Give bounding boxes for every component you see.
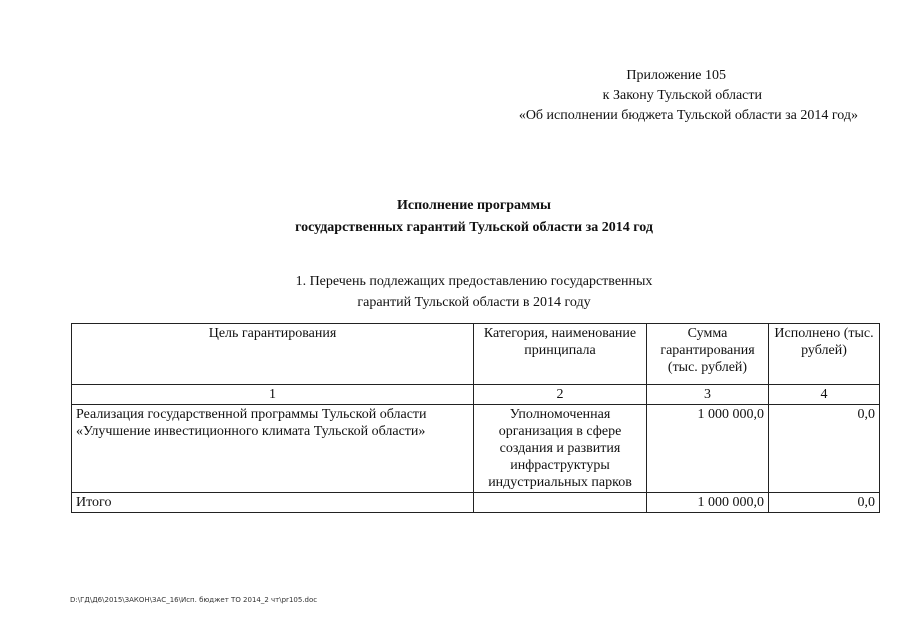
- table-row: [72, 405, 880, 493]
- section-heading: [0, 271, 905, 313]
- appendix-number: Приложение 105: [626, 68, 726, 83]
- total-amount: 1 000 000,0: [647, 493, 769, 513]
- total-label: Итого: [72, 493, 474, 513]
- appendix-law-reference: к Закону Тульской области: [602, 88, 762, 103]
- document-title-line-1: Исполнение программы: [397, 198, 551, 213]
- file-path-footer: D:\ГД\Д6\2015\ЗАКОН\ЗАС_16\Исп. бюджет ТО 2014_2 чт\pr105.doc: [70, 596, 318, 604]
- header-purpose: Цель гарантирования: [72, 324, 474, 385]
- purpose-cell: Реализация государственной программы Тульской области «Улучшение инвестиционного климата Тульской области»: [72, 405, 474, 493]
- principal-cell: Уполномоченная организация в сфере создания и развития инфраструктуры индустриальных парков: [474, 405, 647, 493]
- document-title: [0, 195, 905, 239]
- column-number-row: [72, 385, 880, 405]
- appendix-header: [519, 66, 858, 126]
- amount-cell: 1 000 000,0: [647, 405, 769, 493]
- header-principal: Категория, наименование принципала: [474, 324, 647, 385]
- total-principal-cell: [474, 493, 647, 513]
- appendix-law-title: «Об исполнении бюджета Тульской области за 2014 год»: [518, 108, 858, 123]
- column-number: 3: [647, 385, 769, 405]
- header-amount: Сумма гарантирования (тыс. рублей): [647, 324, 769, 385]
- section-heading-line-2: гарантий Тульской области в 2014 году: [357, 295, 591, 310]
- total-row: [72, 493, 880, 513]
- total-executed: 0,0: [769, 493, 880, 513]
- table-header-row: [72, 324, 880, 385]
- guarantees-table: [71, 323, 880, 513]
- document-title-line-2: государственных гарантий Тульской области за 2014 год: [295, 220, 653, 235]
- column-number: 1: [72, 385, 474, 405]
- column-number: 2: [474, 385, 647, 405]
- section-heading-line-1: 1. Перечень подлежащих предоставлению государственных: [295, 274, 653, 289]
- column-number: 4: [769, 385, 880, 405]
- header-executed: Исполнено (тыс. рублей): [769, 324, 880, 385]
- executed-cell: 0,0: [769, 405, 880, 493]
